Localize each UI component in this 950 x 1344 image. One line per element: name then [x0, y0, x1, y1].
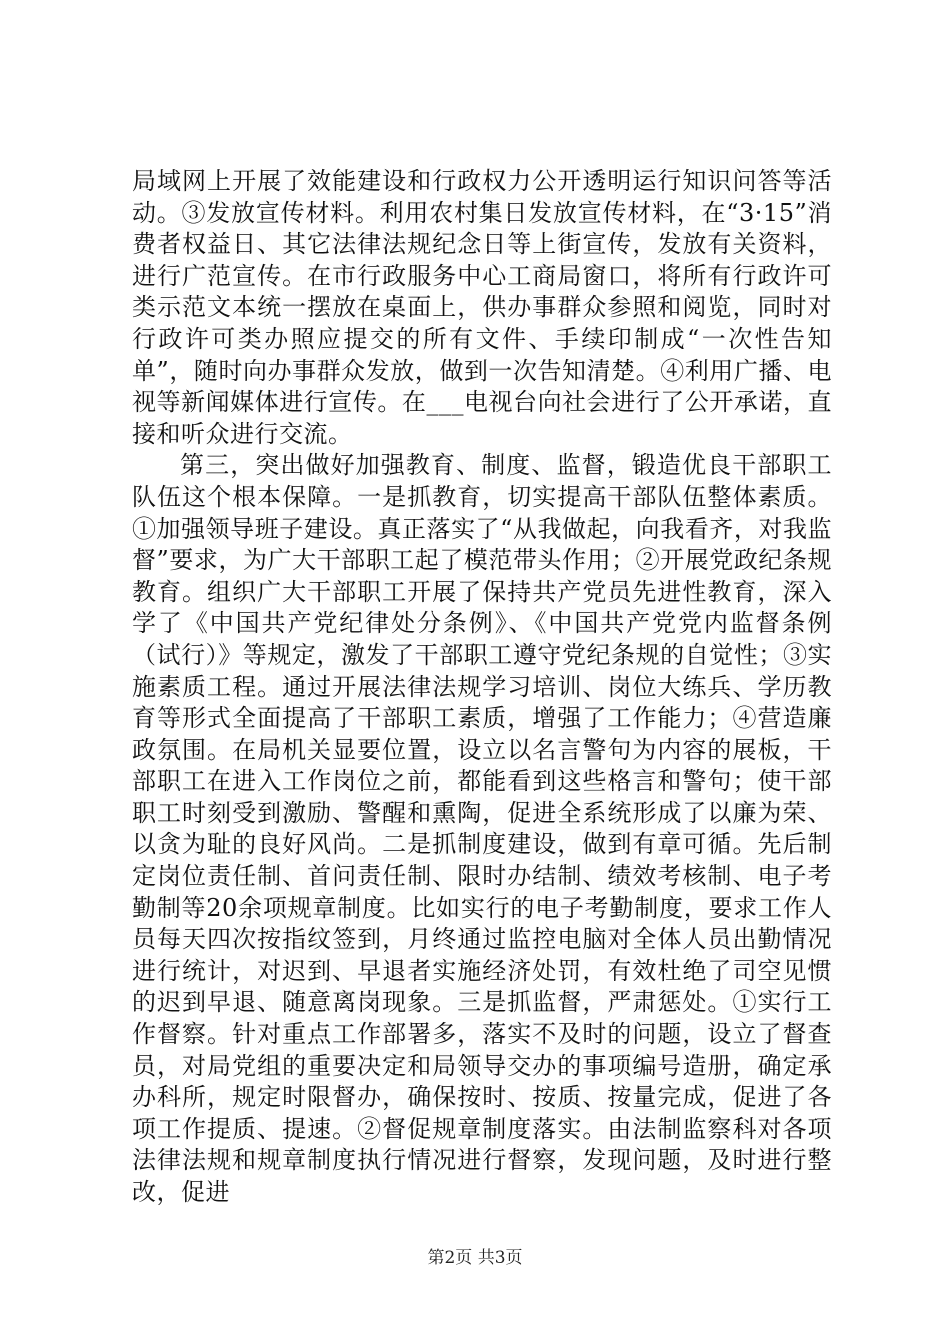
- paragraph-1: 局域网上开展了效能建设和行政权力公开透明运行知识问答等活动。③发放宣传材料。利用农村集日发放宣传材料，在“3·15”消费者权益日、其它法律法规纪念日等上街宣传，发放有关资料，进行广范宣传。在市行政服务中心工商局窗口，将所有行政许可类示范文本统一摆放在桌面上，供办事群众参照和阅览，同时对行政许可类办照应提交的所有文件、手续印制成“一次性告知单”，随时向办事群众发放，做到一次告知清楚。④利用广播、电视等新闻媒体进行宣传。在___电视台向社会进行了公开承诺，直接和听众进行交流。: [132, 167, 832, 448]
- page-footer: 第2页 共3页: [427, 1248, 523, 1268]
- document-body: [132, 166, 832, 1209]
- paragraph-2: 第三，突出做好加强教育、制度、监督，锻造优良干部职工队伍这个根本保障。一是抓教育，切实提高干部队伍整体素质。①加强领导班子建设。真正落实了“从我做起，向我看齐，对我监督”要求，为广大干部职工起了模范带头作用；②开展党政纪条规教育。组织广大干部职工开展了保持共产党员先进性教育，深入学了《中国共产党纪律处分条例》、《中国共产党党内监督条例（试行）》等规定，激发了干部职工遵守党纪条规的自觉性；③实施素质工程。通过开展法律法规学习培训、岗位大练兵、学历教育等形式全面提高了干部职工素质，增强了工作能力；④营造廉政氛围。在局机关显要位置，设立以名言警句为内容的展板，干部职工在进入工作岗位之前，都能看到这些格言和警句；使干部职工时刻受到激励、警醒和熏陶，促进全系统形成了以廉为荣、以贪为耻的良好风尚。二是抓制度建设，做到有章可循。先后制定岗位责任制、首问责任制、限时办结制、绩效考核制、电子考勤制等20余项规章制度。比如实行的电子考勤制度，要求工作人员每天四次按指纹签到，月终通过监控电脑对全体人员出勤情况进行统计，对迟到、早退者实施经济处罚，有效杜绝了司空见惯的迟到早退、随意离岗现象。三是抓监督，严肃惩处。①实行工作督察。针对重点工作部署多，落实不及时的问题，设立了督查员，对局党组的重要决定和局领导交办的事项编号造册，确定承办科所，规定时限督办，确保按时、按质、按量完成，促进了各项工作提质、提速。②督促规章制度落实。由法制监察科对各项法律法规和规章制度执行情况进行督察，发现问题，及时进行整改，促进: [132, 451, 832, 1206]
